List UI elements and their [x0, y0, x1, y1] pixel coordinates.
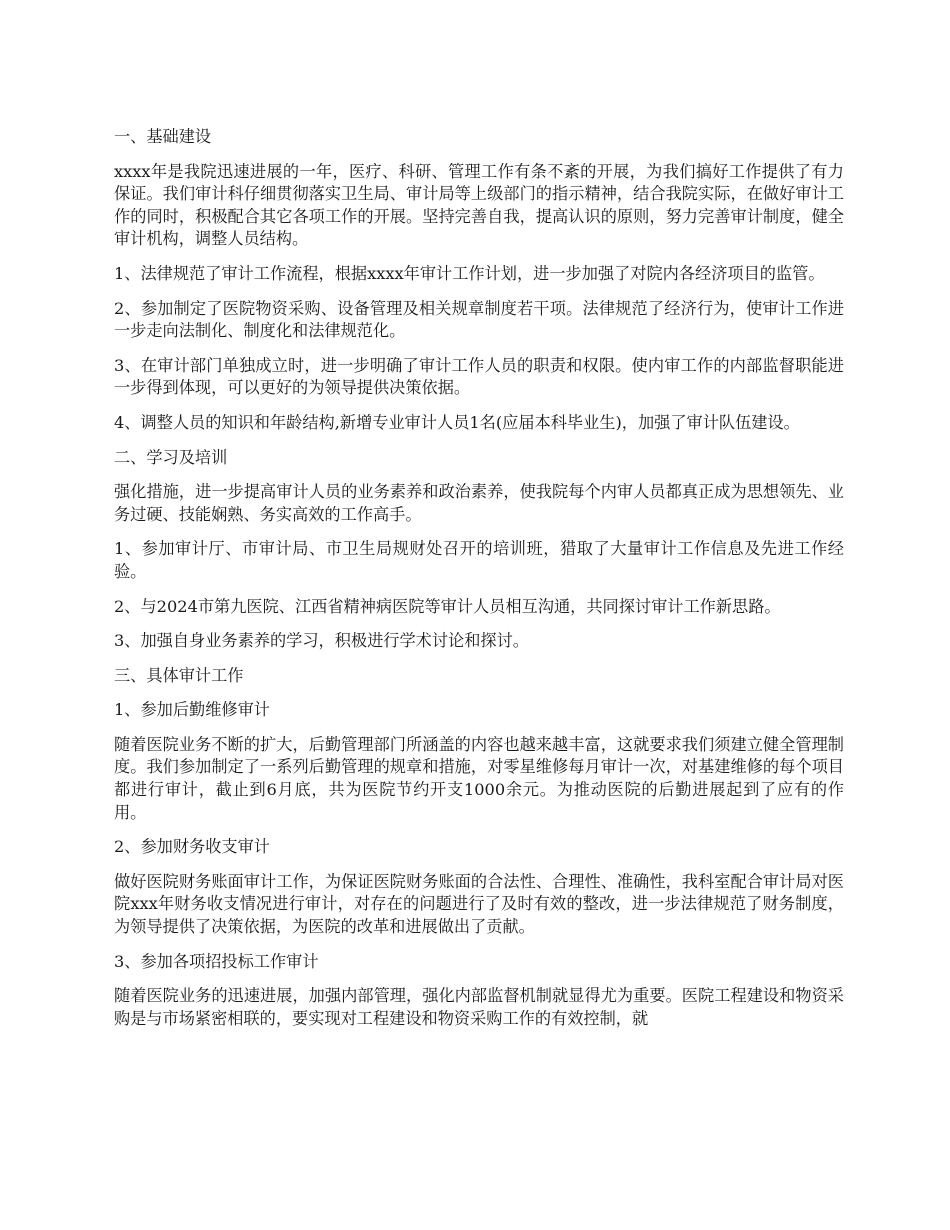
- paragraph-training-2: 2、与2024市第九医院、江西省精神病医院等审计人员相互沟通，共同探讨审计工作新思路。: [114, 596, 781, 616]
- paragraph-item-1: 1、法律规范了审计工作流程，根据xxxx年审计工作计划，进一步加强了对院内各经济项目的监管。: [114, 263, 825, 283]
- section-heading-training: 二、学习及培训: [114, 447, 228, 467]
- paragraph-item-4: 4、调整人员的知识和年龄结构,新增专业审计人员1名(应届本科毕业生)，加强了审计队伍建设。: [114, 412, 800, 432]
- paragraph-logistics-audit: 随着医院业务不断的扩大，后勤管理部门所涵盖的内容也越来越丰富，这就要求我们须建立健全管理制度。我们参加制定了一系列后勤管理的规章和措施，对零星维修每月审计一次，对基建维修的每个项目都进行审计，截止到6月底，共为医院节约开支1000余元。为推动医院的后勤进展起到了应有的作用。: [114, 734, 844, 822]
- paragraph-training-intro: 强化措施，进一步提高审计人员的业务素养和政治素养，使我院每个内审人员都真正成为思想领先、业务过硬、技能娴熟、务实高效的工作高手。: [114, 482, 844, 524]
- subheading-finance-audit: 2、参加财务收支审计: [114, 837, 270, 857]
- paragraph-training-3: 3、加强自身业务素养的学习，积极进行学术讨论和探讨。: [114, 631, 529, 651]
- paragraph-training-1: 1、参加审计厅、市审计局、市卫生局规财处召开的培训班，猎取了大量审计工作信息及先进工作经验。: [114, 539, 844, 581]
- paragraph-item-2: 2、参加制定了医院物资采购、设备管理及相关规章制度若干项。法律规范了经济行为，使审计工作进一步走向法制化、制度化和法律规范化。: [114, 298, 844, 341]
- paragraph-bidding-audit: 随着医院业务的迅速进展，加强内部管理，强化内部监督机制就显得尤为重要。医院工程建设和物资采购是与市场紧密相联的，要实现对工程建设和物资采购工作的有效控制，就: [114, 986, 844, 1028]
- paragraph-item-3: 3、在审计部门单独成立时，进一步明确了审计工作人员的职责和权限。使内审工作的内部监督职能进一步得到体现，可以更好的为领导提供决策依据。: [114, 355, 844, 398]
- section-heading-basic-construction: 一、基础建设: [114, 127, 212, 146]
- paragraph-intro: xxxx年是我院迅速进展的一年，医疗、科研、管理工作有条不紊的开展，为我们搞好工作提供了有力保证。我们审计科仔细贯彻落实卫生局、审计局等上级部门的指示精神，结合我院实际，在做好审计工作的同时，积极配合其它各项工作的开展。坚持完善自我，提高认识的原则，努力完善审计制度，健全审计机构，调整人员结构。: [114, 161, 844, 249]
- subheading-bidding-audit: 3、参加各项招投标工作审计: [114, 951, 319, 971]
- paragraph-finance-audit: 做好医院财务账面审计工作，为保证医院财务账面的合法性、合理性、准确性，我科室配合审计局对医院xxx年财务收支情况进行审计，对存在的问题进行了及时有效的整改，进一步法律规范了财务制度，为领导提供了决策依据，为医院的改革和进展做出了贡献。: [114, 871, 844, 937]
- document-body: [114, 126, 844, 1042]
- subheading-logistics-audit: 1、参加后勤维修审计: [114, 700, 270, 720]
- section-heading-audit-work: 三、具体审计工作: [114, 665, 244, 685]
